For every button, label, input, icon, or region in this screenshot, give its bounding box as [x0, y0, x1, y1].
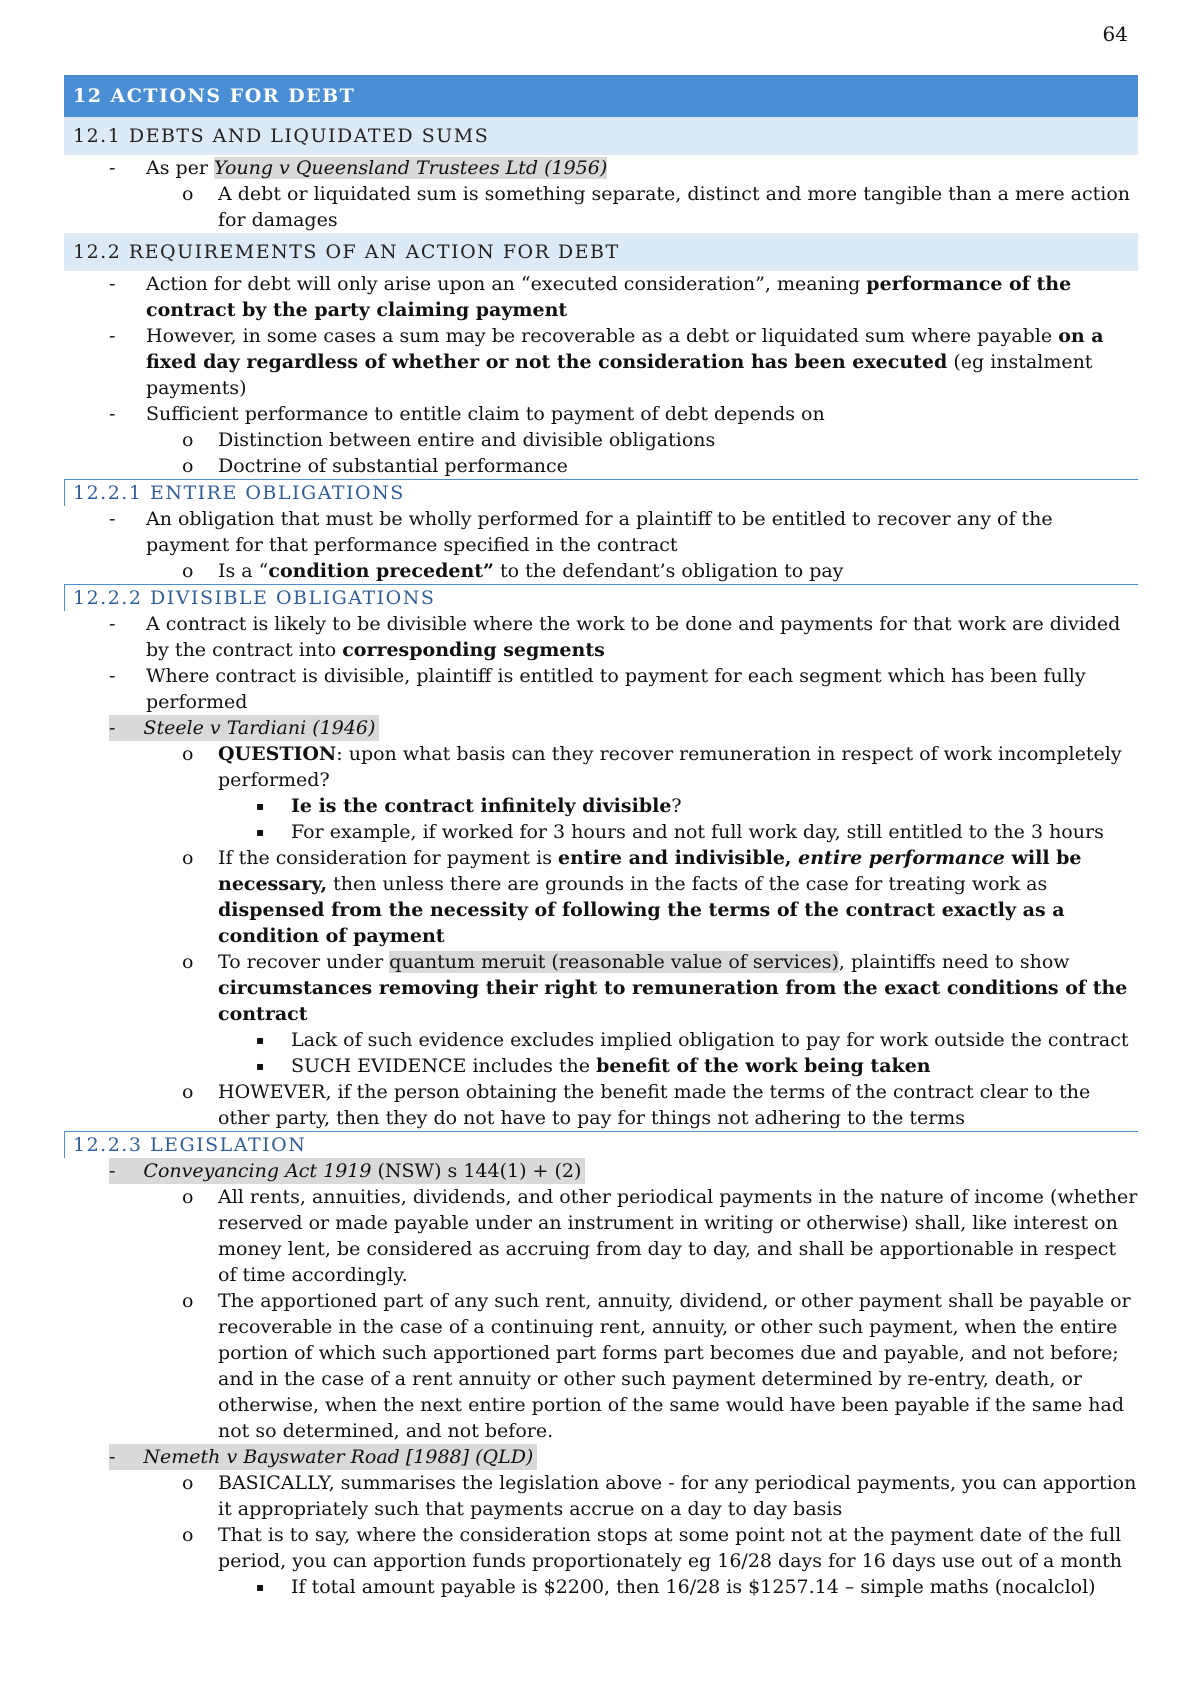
list-item	[64, 427, 1138, 453]
dash-bullet: -	[109, 325, 116, 347]
list-item	[64, 271, 1138, 323]
text: , plaintiffs need to show	[838, 951, 1070, 973]
dash-bullet: -	[109, 508, 116, 530]
act-section: (NSW) s 144(1) + (2)	[371, 1160, 582, 1182]
bold-text: performance of the contract by the party claiming payment	[146, 273, 1072, 321]
text: then unless there are grounds in the facts of the case for treating work as	[327, 873, 1048, 895]
case-highlight	[109, 715, 379, 741]
list-item	[64, 1184, 1138, 1288]
case-citation: Nemeth v Bayswater Road [1988] (QLD)	[143, 1446, 534, 1468]
bold-text: Ie is the contract infinitely divisible	[291, 795, 672, 817]
list-item	[64, 1288, 1138, 1444]
circle-bullet: o	[182, 183, 194, 205]
act-name: Conveyancing Act 1919	[143, 1160, 372, 1182]
case-highlight	[109, 1158, 585, 1184]
list-item	[64, 1522, 1138, 1574]
text: Sufficient performance to entitle claim to payment of debt depends on	[146, 403, 825, 425]
square-bullet: ▪	[256, 799, 265, 813]
page-number: 64	[1102, 22, 1128, 46]
circle-bullet: o	[182, 1081, 194, 1103]
case-citation: Young v Queensland Trustees Ltd (1956)	[214, 157, 608, 179]
dash-bullet: -	[109, 403, 116, 425]
dash-bullet: -	[109, 1160, 116, 1182]
list-item	[64, 1574, 1138, 1600]
dash-bullet: -	[109, 717, 116, 739]
circle-bullet: o	[182, 1290, 194, 1312]
circle-bullet: o	[182, 560, 194, 582]
dash-bullet: -	[109, 157, 116, 179]
case-row	[64, 1158, 1138, 1184]
text: To recover under	[218, 951, 390, 973]
text: For example, if worked for 3 hours and not full work day, still entitled to the 3 hours	[291, 821, 1104, 843]
circle-bullet: o	[182, 455, 194, 477]
text: A debt or liquidated sum is something separate, distinct and more tangible than a mere action for damages	[218, 183, 1130, 231]
list-item	[64, 323, 1138, 401]
square-bullet: ▪	[256, 825, 265, 839]
text: If the consideration for payment is	[218, 847, 558, 869]
text: HOWEVER, if the person obtaining the benefit made the terms of the contract clear to the other party, then they do not have to pay for things not adhering to the terms	[218, 1081, 1091, 1129]
text: The apportioned part of any such rent, annuity, dividend, or other payment shall be payable or recoverable in the case of a continuing rent, annuity, or other such payment, when the entire portion of which such apportioned part forms part becomes due and payable, and not before; and in the case of a rent annuity or other such payment determined by re-entry, death, or otherwise, when the next entire portion of the same would have been payable if the same had not so determined, and not before.	[218, 1290, 1131, 1442]
text: to the defendant’s obligation to pay	[493, 560, 844, 582]
case-row	[64, 715, 1138, 741]
text: ?	[671, 795, 682, 817]
list-item	[64, 558, 1138, 584]
circle-bullet: o	[182, 951, 194, 973]
case-highlight	[109, 1444, 537, 1470]
text: As per	[146, 157, 215, 179]
list-item	[64, 1027, 1138, 1053]
list-item	[64, 506, 1138, 558]
circle-bullet: o	[182, 1472, 194, 1494]
text: Where contract is divisible, plaintiff is entitled to payment for each segment which has been fully performed	[146, 665, 1086, 713]
case-row	[64, 1444, 1138, 1470]
circle-bullet: o	[182, 847, 194, 869]
list-item	[64, 1053, 1138, 1079]
dash-bullet: -	[109, 665, 116, 687]
heading-12-2-2: 12.2.2 DIVISIBLE OBLIGATIONS	[64, 584, 1138, 611]
bold-text: QUESTION	[218, 743, 337, 765]
bold-text: dispensed from the necessity of following the terms of the contract exactly as a condition of payment	[218, 899, 1065, 947]
dash-bullet: -	[109, 273, 116, 295]
text: BASICALLY, summarises the legislation above - for any periodical payments, you can apportion it appropriately such that payments accrue on a day to day basis	[218, 1472, 1137, 1520]
list-item	[64, 181, 1138, 233]
dash-bullet: -	[109, 1446, 116, 1468]
circle-bullet: o	[182, 1186, 194, 1208]
text: Is a “	[218, 560, 269, 582]
list-item	[64, 663, 1138, 715]
circle-bullet: o	[182, 743, 194, 765]
list-item	[64, 611, 1138, 663]
text: All rents, annuities, dividends, and other periodical payments in the nature of income (whether reserved or made payable under an instrument in writing or otherwise) shall, like interest on money lent, be considered as accruing from day to day, and shall be apportionable in respect of time accordingly.	[218, 1186, 1138, 1286]
text: That is to say, where the consideration stops at some point not at the payment date of the full period, you can apportion funds proportionately eg 16/28 days for 16 days use out of a month	[218, 1524, 1122, 1572]
list-item	[64, 741, 1138, 793]
bold-text: will be necessary,	[218, 847, 1082, 895]
bold-text: benefit of the work being taken	[596, 1055, 931, 1077]
square-bullet: ▪	[256, 1059, 265, 1073]
list-item	[64, 793, 1138, 819]
heading-12-2-3: 12.2.3 LEGISLATION	[64, 1131, 1138, 1158]
heading-12-1: 12.1 DEBTS AND LIQUIDATED SUMS	[64, 117, 1138, 155]
text: Action for debt will only arise upon an “executed consideration”, meaning	[146, 273, 867, 295]
list-item	[64, 1470, 1138, 1522]
list-item	[64, 401, 1138, 427]
heading-12: 12 ACTIONS FOR DEBT	[64, 75, 1138, 117]
document-body	[64, 75, 1138, 1600]
text: Distinction between entire and divisible obligations	[218, 429, 716, 451]
highlighted-text: quantum meruit (reasonable value of services)	[389, 951, 839, 973]
bold-italic-text: entire performance	[798, 847, 1005, 869]
square-bullet: ▪	[256, 1033, 265, 1047]
text: Lack of such evidence excludes implied obligation to pay for work outside the contract	[291, 1029, 1129, 1051]
heading-12-2: 12.2 REQUIREMENTS OF AN ACTION FOR DEBT	[64, 233, 1138, 271]
square-bullet: ▪	[256, 1580, 265, 1594]
list-item	[64, 845, 1138, 949]
text: (eg instalment payments)	[146, 351, 1093, 399]
text: SUCH EVIDENCE includes the	[291, 1055, 597, 1077]
text: If total amount payable is $2200, then 16/28 is $1257.14 – simple maths (nocalclol)	[291, 1576, 1096, 1598]
text: : upon what basis can they recover remuneration in respect of work incompletely performed?	[218, 743, 1122, 791]
heading-12-2-1: 12.2.1 ENTIRE OBLIGATIONS	[64, 479, 1138, 506]
list-item	[64, 819, 1138, 845]
bold-text: entire and indivisible,	[557, 847, 799, 869]
text: An obligation that must be wholly performed for a plaintiff to be entitled to recover any of the payment for that performance specified in the contract	[146, 508, 1053, 556]
list-item	[64, 453, 1138, 479]
bold-text: corresponding segments	[342, 639, 605, 661]
bold-text: on a fixed day regardless of whether or not the consideration has been executed	[146, 325, 1104, 373]
dash-bullet: -	[109, 613, 116, 635]
list-item	[64, 155, 1138, 181]
circle-bullet: o	[182, 429, 194, 451]
text: However, in some cases a sum may be recoverable as a debt or liquidated sum where payable	[146, 325, 1059, 347]
bold-text: condition precedent”	[268, 560, 494, 582]
circle-bullet: o	[182, 1524, 194, 1546]
list-item	[64, 949, 1138, 1027]
bold-text: circumstances removing their right to remuneration from the exact conditions of the contract	[218, 977, 1128, 1025]
text: Doctrine of substantial performance	[218, 455, 568, 477]
text: A contract is likely to be divisible where the work to be done and payments for that work are divided by the contract into	[146, 613, 1121, 661]
case-citation: Steele v Tardiani (1946)	[143, 717, 376, 739]
list-item	[64, 1079, 1138, 1131]
